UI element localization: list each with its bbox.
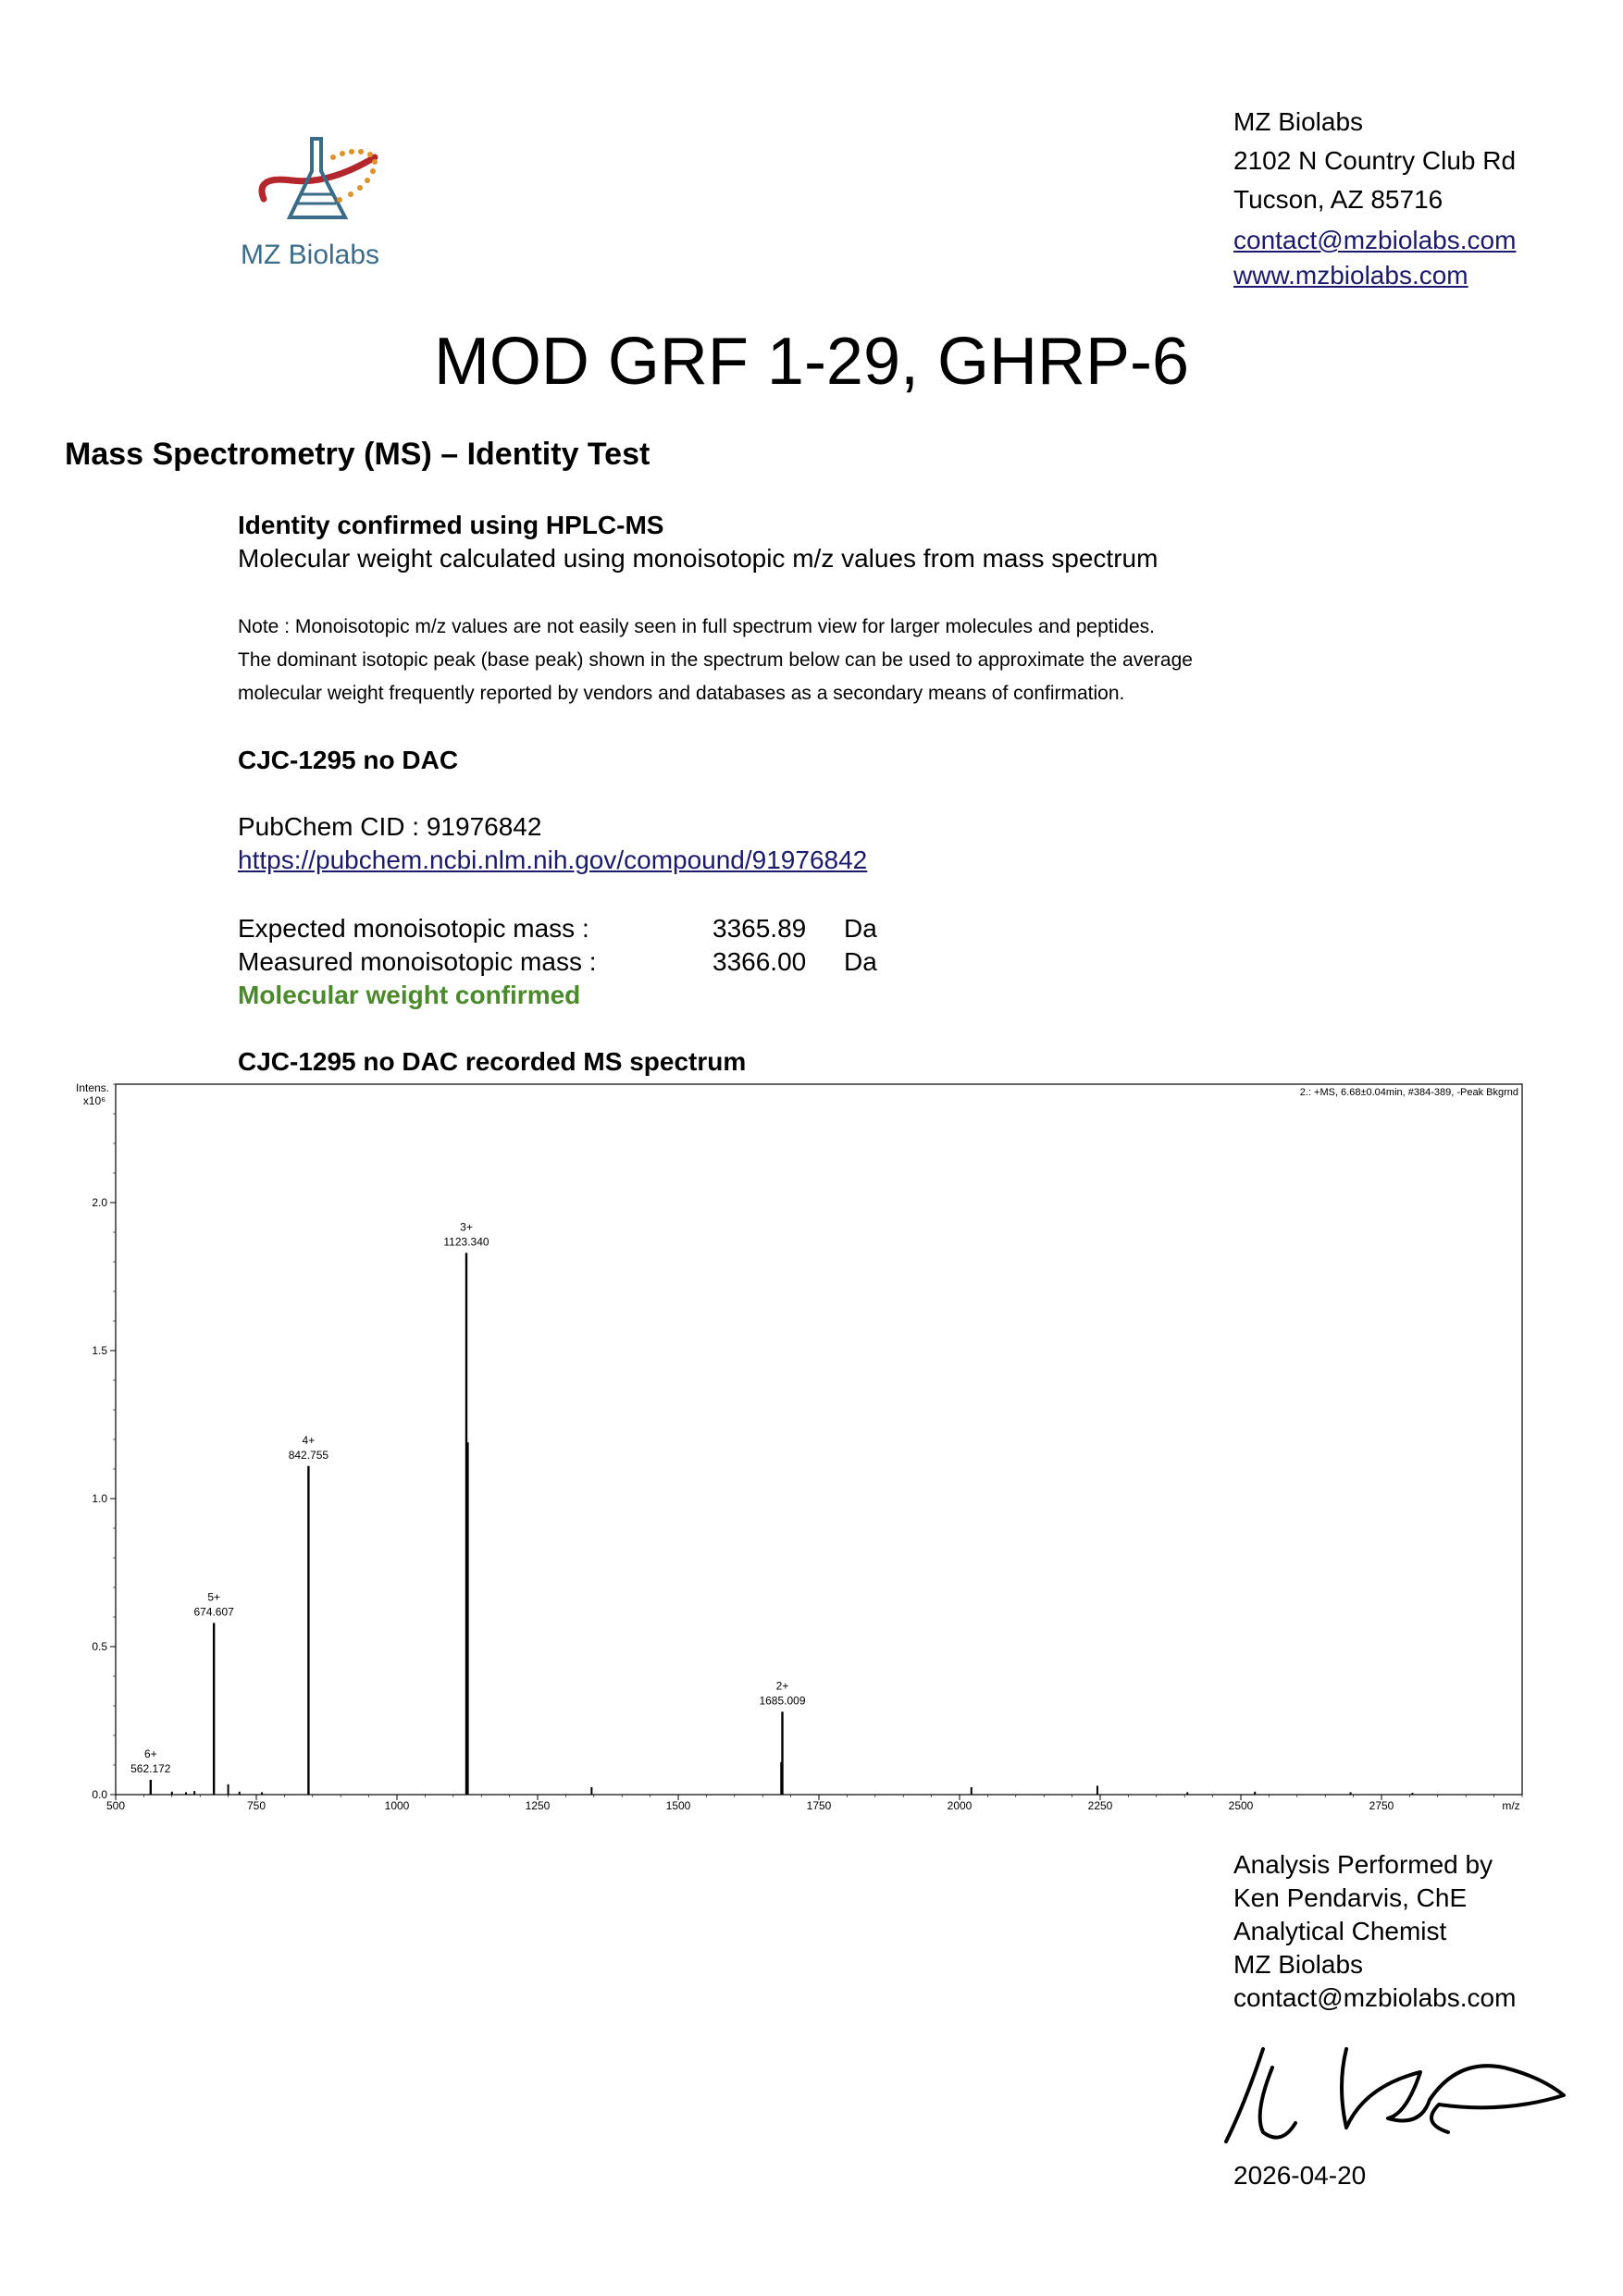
email-link[interactable]: contact@mzbiolabs.com	[1233, 226, 1517, 254]
x-axis-label: m/z	[1502, 1799, 1520, 1812]
measured-mass-value: 3366.00	[712, 947, 807, 976]
x-tick-label: 1500	[665, 1799, 691, 1812]
x-tick-label: 2750	[1369, 1799, 1394, 1812]
note-line-2: The dominant isotopic peak (base peak) shown in the spectrum below can be used to approximate the average	[238, 649, 1193, 671]
mz-biolabs-logo	[236, 130, 421, 278]
x-tick-label: 1250	[525, 1799, 551, 1812]
compound-name: CJC-1295 no DAC	[238, 746, 459, 774]
expected-mass-label: Expected monoisotopic mass :	[238, 914, 589, 943]
measured-mass-label: Measured monoisotopic mass :	[238, 947, 597, 976]
y-axis-label: Intens.	[75, 1081, 110, 1094]
measured-mass-unit: Da	[844, 947, 877, 976]
signature-date: 2026-04-20	[1233, 2161, 1367, 2190]
handwritten-signature	[1208, 2031, 1578, 2160]
spectrum-annotation: 2.: +MS, 6.68±0.04min, #384-389, -Peak Bkgrnd	[1299, 1087, 1518, 1098]
identity-heading: Identity confirmed using HPLC-MS	[238, 511, 664, 539]
document-title: MOD GRF 1-29, GHRP-6	[433, 325, 1190, 399]
expected-mass-value: 3365.89	[712, 914, 807, 943]
pubchem-cid: PubChem CID : 91976842	[238, 812, 542, 841]
y-axis-scale: x10⁶	[82, 1094, 106, 1107]
city-address: Tucson, AZ 85716	[1233, 185, 1443, 214]
peak-mz-label: 1685.009	[759, 1694, 806, 1708]
result-confirmed: Molecular weight confirmed	[238, 981, 581, 1009]
plot-frame	[116, 1084, 1522, 1795]
analysis-performed-by: Analysis Performed by	[1233, 1850, 1493, 1879]
y-tick-label: 2.0	[92, 1196, 107, 1209]
pubchem-link[interactable]: https://pubchem.ncbi.nlm.nih.gov/compound/91976842	[238, 846, 868, 874]
y-tick-label: 0.0	[92, 1788, 107, 1801]
x-tick-label: 2500	[1228, 1799, 1254, 1812]
analyst-name: Ken Pendarvis, ChE	[1233, 1883, 1468, 1912]
x-tick-label: 2000	[947, 1799, 973, 1812]
peak-mz-label: 1123.340	[443, 1235, 489, 1249]
analyst-company: MZ Biolabs	[1233, 1950, 1364, 1979]
note-line-1: Note : Monoisotopic m/z values are not easily seen in full spectrum view for larger molecules and peptides.	[238, 616, 1155, 637]
x-tick-label: 750	[246, 1799, 266, 1812]
peak-mz-label: 674.607	[193, 1605, 234, 1619]
ms-spectrum-chart	[56, 1077, 1536, 1817]
peak-charge-label: 4+	[302, 1433, 316, 1447]
expected-mass-unit: Da	[844, 914, 877, 943]
peak-charge-label: 2+	[775, 1679, 789, 1693]
x-tick-label: 500	[105, 1799, 126, 1812]
y-tick-label: 1.5	[92, 1344, 107, 1357]
y-tick-label: 1.0	[92, 1492, 107, 1505]
note-line-3: molecular weight frequently reported by vendors and databases as a secondary means of confirmation.	[238, 683, 1125, 704]
street-address: 2102 N Country Club Rd	[1233, 146, 1517, 175]
section-title: Mass Spectrometry (MS) – Identity Test	[65, 437, 650, 472]
x-tick-label: 1000	[384, 1799, 410, 1812]
website-link[interactable]: www.mzbiolabs.com	[1233, 261, 1468, 290]
x-tick-label: 1750	[806, 1799, 832, 1812]
company-name: MZ Biolabs	[1233, 107, 1364, 136]
peak-charge-label: 6+	[143, 1747, 157, 1760]
peak-mz-label: 562.172	[130, 1762, 171, 1775]
logo-text: MZ Biolabs	[241, 240, 380, 270]
spectrum-heading: CJC-1295 no DAC recorded MS spectrum	[238, 1047, 747, 1076]
y-tick-label: 0.5	[92, 1640, 107, 1653]
analyst-title: Analytical Chemist	[1233, 1917, 1447, 1945]
peak-charge-label: 3+	[460, 1220, 473, 1234]
analyst-email: contact@mzbiolabs.com	[1233, 1983, 1517, 2012]
peak-mz-label: 842.755	[288, 1448, 329, 1462]
peak-charge-label: 5+	[207, 1590, 221, 1604]
x-tick-label: 2250	[1087, 1799, 1113, 1812]
identity-subheading: Molecular weight calculated using monoisotopic m/z values from mass spectrum	[238, 544, 1158, 573]
